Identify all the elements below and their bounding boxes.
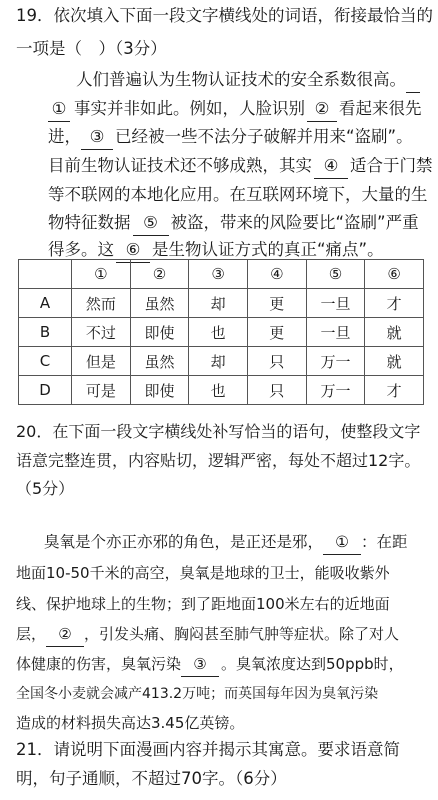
table-cell: 但是 — [72, 347, 131, 376]
table-cell: ⑤ — [306, 260, 365, 289]
q20-paragraph-line1: 臭氧是个亦正亦邪的角色，是正还是邪， ① ：在距 — [44, 530, 408, 555]
blank-5: ⑤ — [133, 211, 169, 236]
q21-title-line1: 21．请说明下面漫画内容并揭示其寓意。要求语意简 — [16, 740, 400, 759]
table-cell: 就 — [365, 318, 424, 347]
blank-1: ① — [48, 97, 70, 122]
table-cell: 只 — [247, 347, 306, 376]
table-cell: 才 — [365, 289, 424, 318]
table-cell: ⑥ — [365, 260, 424, 289]
table-cell: 更 — [247, 318, 306, 347]
blank-3: ③ — [81, 125, 113, 150]
table-row — [19, 347, 424, 376]
table-row — [19, 289, 424, 318]
table-cell: 万一 — [306, 376, 365, 405]
table-header-row — [19, 260, 424, 289]
table-cell: 就 — [365, 347, 424, 376]
q19-paragraph-line6: 物特征数据 ⑤ 被盗，带来的风险要比“盗刷”严重 — [48, 211, 419, 236]
table-cell: 更 — [247, 289, 306, 318]
q19-paragraph-line5: 等不联网的本地化应用。在互联网环境下，大量的生 — [48, 185, 428, 204]
table-cell: 不过 — [72, 318, 131, 347]
blank-4: ④ — [314, 154, 348, 179]
q19-paragraph-line3: 进， ③ 已经被一些不法分子破解并用来“盗刷”。 — [48, 125, 413, 150]
table-cell: 即使 — [130, 376, 189, 405]
table-cell: 也 — [189, 318, 248, 347]
table-cell: 却 — [189, 347, 248, 376]
table-cell: 虽然 — [130, 289, 189, 318]
q20-title-line1: 20．在下面一段文字横线处补写恰当的语句，使整段文字 — [16, 422, 421, 441]
q21-title-line2: 明，句子通顺，不超过70字。（6分） — [16, 769, 287, 788]
q20-title-line3: （5分） — [16, 479, 75, 498]
table-cell: 却 — [189, 289, 248, 318]
table-cell: 才 — [365, 376, 424, 405]
table-row — [19, 318, 424, 347]
q19-paragraph-line4: 目前生物认证技术还不够成熟，其实 ④ 适合于门禁 — [48, 154, 433, 179]
q20-title-line2: 语意完整连贯，内容贴切，逻辑严密，每处不超过12字。 — [16, 451, 421, 470]
q19-title-line2: 一项是（ ）（3分） — [16, 39, 167, 58]
table-cell: ④ — [247, 260, 306, 289]
table-cell: A — [19, 289, 72, 318]
options-table — [18, 259, 424, 405]
table-cell: C — [19, 347, 72, 376]
blank-2: ② — [46, 622, 84, 647]
q19-paragraph-line1: 人们普遍认为生物认证技术的安全系数很高。 — [76, 68, 420, 93]
blank-6: ⑥ — [116, 238, 150, 263]
q20-paragraph-line4: 层， ② ，引发头痛、胸闷甚至肺气肿等症状。除了对人 — [16, 622, 399, 647]
table-cell: B — [19, 318, 72, 347]
table-cell: 可是 — [72, 376, 131, 405]
table-cell: D — [19, 376, 72, 405]
blank-1: ① — [323, 530, 361, 555]
table-cell: ② — [130, 260, 189, 289]
table-cell: 然而 — [72, 289, 131, 318]
blank-2: ② — [307, 97, 337, 122]
q20-paragraph-line6: 全国冬小麦就会减产413.2万吨；而英国每年因为臭氧污染 — [16, 686, 379, 702]
q19-paragraph-line7: 得多。这 ⑥ 是生物认证方式的真正“痛点”。 — [48, 238, 384, 263]
table-cell: ① — [72, 260, 131, 289]
table-cell: 即使 — [130, 318, 189, 347]
q20-paragraph-line7: 造成的材料损失高达3.45亿英镑。 — [16, 714, 245, 732]
table-cell — [19, 260, 72, 289]
q20-paragraph-line2: 地面10-50千米的高空，臭氧是地球的卫士，能吸收紫外 — [16, 564, 390, 582]
blank-3: ③ — [181, 652, 219, 677]
table-cell: 一旦 — [306, 289, 365, 318]
table-cell: 只 — [247, 376, 306, 405]
table-cell: 万一 — [306, 347, 365, 376]
table-cell: 也 — [189, 376, 248, 405]
q20-paragraph-line3: 线、保护地球上的生物；到了距地面100米左右的近地面 — [16, 595, 390, 613]
q20-paragraph-line5: 体健康的伤害，臭氧污染 ③ 。臭氧浓度达到50ppb时， — [16, 652, 404, 677]
table-row — [19, 376, 424, 405]
table-cell: 虽然 — [130, 347, 189, 376]
q19-paragraph-line2: ① 事实并非如此。例如，人脸识别 ② 看起来很先 — [48, 97, 422, 122]
table-cell: ③ — [189, 260, 248, 289]
table-cell: 一旦 — [306, 318, 365, 347]
q19-title-line1: 19．依次填入下面一段文字横线处的词语，衔接最恰当的 — [16, 6, 433, 25]
